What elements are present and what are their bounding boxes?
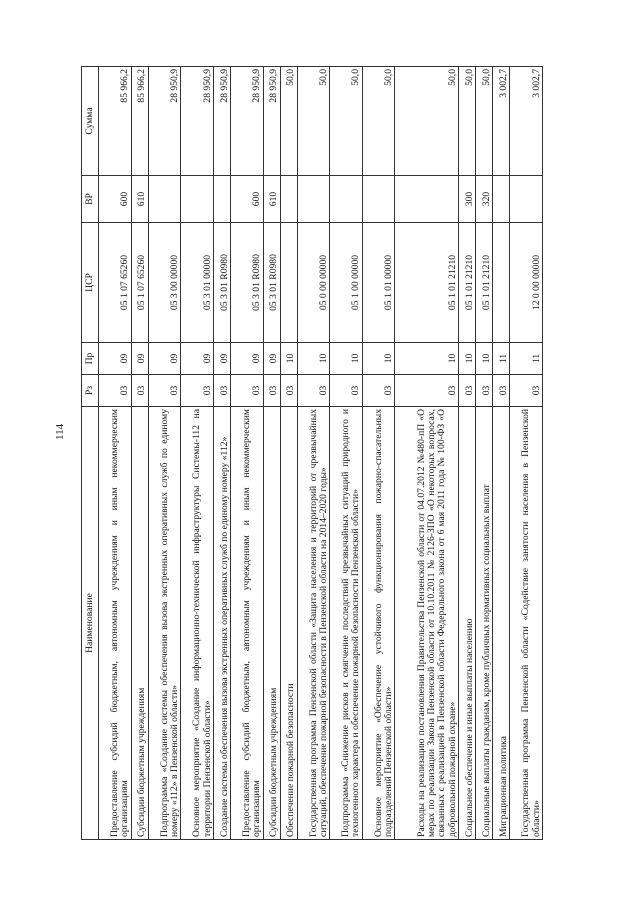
cell-name: Субсидии бюджетным учреждениям [263,407,280,840]
cell-name: Предоставление субсидий бюджетным, автономным учреждениям и иным некоммерческим организациям [99,407,132,840]
table-row [99,67,132,840]
cell-pr: 10 [280,343,297,375]
table-row [476,67,493,840]
cell-csr: 05 1 01 21210 [395,223,459,343]
cell-rz: 03 [330,375,363,407]
cell-pr: 09 [213,343,230,375]
cell-vr [493,176,510,223]
cell-vr [330,176,363,223]
cell-csr: 05 1 01 21210 [476,223,493,343]
cell-rz: 03 [263,375,280,407]
cell-csr: 05 3 01 R0980 [263,223,280,343]
cell-rz: 03 [510,375,543,407]
cell-vr [181,176,214,223]
cell-csr: 05 3 00 00000 [148,223,181,343]
cell-sum: 28 950,9 [230,67,263,176]
cell-rz: 03 [297,375,330,407]
cell-vr [395,176,459,223]
cell-name: Социальное обеспечение и иные выплаты населению [459,407,476,840]
cell-name: Миграционная политика [493,407,510,840]
cell-sum: 50,0 [362,67,395,176]
header-pr: Пр [82,343,99,375]
cell-pr: 10 [395,343,459,375]
cell-vr [510,176,543,223]
table-row [395,67,459,840]
cell-rz: 03 [493,375,510,407]
table-body [99,67,543,840]
cell-pr: 09 [230,343,263,375]
cell-rz: 03 [280,375,297,407]
cell-pr: 11 [510,343,543,375]
table-row [148,67,181,840]
cell-csr: 05 1 01 21210 [459,223,476,343]
table-row [263,67,280,840]
cell-vr: 300 [459,176,476,223]
cell-vr [297,176,330,223]
table-row [510,67,543,840]
cell-vr [280,176,297,223]
header-name: Наименование [82,407,99,840]
cell-name: Основное мероприятие «Обеспечение устойчивого функционирования пожарно-спасательных подразделений Пензенской области» [362,407,395,840]
cell-sum: 50,0 [280,67,297,176]
cell-csr: 05 1 07 65260 [131,223,148,343]
table-row [213,67,230,840]
cell-sum: 28 950,9 [181,67,214,176]
table-row [280,67,297,840]
table-row [330,67,363,840]
cell-name: Социальные выплаты гражданам, кроме публичных нормативных социальных выплат [476,407,493,840]
cell-name: Подпрограмма «Снижение рисков и смягчение последствий чрезвычайных ситуаций природного и техногенного характера и обеспечение пожарной безопасности Пензенской области» [330,407,363,840]
cell-pr: 09 [181,343,214,375]
cell-csr: 05 1 00 00000 [330,223,363,343]
cell-vr [148,176,181,223]
cell-sum: 28 950,9 [148,67,181,176]
cell-csr: 05 3 01 R0980 [230,223,263,343]
cell-rz: 03 [230,375,263,407]
cell-pr: 11 [493,343,510,375]
table-row [459,67,476,840]
cell-vr: 610 [131,176,148,223]
cell-name: Основное мероприятие «Создание информационно-технической инфраструктуры Системы-112 на территории Пензенской области» [181,407,214,840]
cell-sum: 50,0 [395,67,459,176]
cell-csr: 05 3 01 00000 [181,223,214,343]
header-rz: Рз [82,375,99,407]
cell-vr: 600 [230,176,263,223]
cell-vr [213,176,230,223]
cell-pr: 09 [148,343,181,375]
document-page [81,67,543,840]
cell-sum: 85 966,2 [99,67,132,176]
cell-vr: 610 [263,176,280,223]
cell-csr: 05 1 07 65260 [99,223,132,343]
cell-csr: 05 3 01 R0980 [213,223,230,343]
table-row [362,67,395,840]
cell-csr: 05 1 01 00000 [362,223,395,343]
cell-rz: 03 [148,375,181,407]
cell-vr: 320 [476,176,493,223]
page-number: 114 [54,423,66,440]
cell-rz: 03 [476,375,493,407]
cell-sum: 50,0 [330,67,363,176]
cell-rz: 03 [362,375,395,407]
cell-csr [493,223,510,343]
table-row [181,67,214,840]
header-csr: ЦСР [82,223,99,343]
cell-name: Подпрограмма «Создание системы обеспечения вызова экстренных оперативных служб по единому номеру «112» в Пензенской области» [148,407,181,840]
cell-name: Создание системы обеспечения вызова экстренных оперативных служб по единому номеру «112» [213,407,230,840]
table-row [230,67,263,840]
cell-name: Расходы на реализацию постановления Правительства Пензенской области от 04.07.2012 №480-пП «О мерах по реализации Закона Пензенской области от 10.10.2011 № 2126-ЗПО «О некоторых вопросах, связанных с реализацией в Пензенской области Федерального закона от 6 мая 2011 года № 100-ФЗ «О добровольной пожарной охране» [395,407,459,840]
cell-csr: 05 0 00 00000 [297,223,330,343]
cell-pr: 10 [476,343,493,375]
cell-rz: 03 [99,375,132,407]
cell-pr: 10 [362,343,395,375]
cell-sum: 3 002,7 [510,67,543,176]
cell-sum: 50,0 [297,67,330,176]
header-vr: ВР [82,176,99,223]
cell-pr: 09 [99,343,132,375]
cell-csr [280,223,297,343]
cell-sum: 50,0 [459,67,476,176]
cell-rz: 03 [181,375,214,407]
cell-pr: 10 [459,343,476,375]
cell-name: Обеспечение пожарной безопасности [280,407,297,840]
table-row [493,67,510,840]
cell-csr: 12 0 00 00000 [510,223,543,343]
cell-pr: 10 [297,343,330,375]
cell-name: Государственная программа Пензенской области «Содействие занятости населения в Пензенской области» [510,407,543,840]
cell-vr [362,176,395,223]
cell-rz: 03 [213,375,230,407]
table-row [131,67,148,840]
cell-name: Субсидии бюджетным учреждениям [131,407,148,840]
budget-table [81,66,543,840]
cell-sum: 3 002,7 [493,67,510,176]
table-row [297,67,330,840]
cell-sum: 50,0 [476,67,493,176]
cell-sum: 28 950,9 [213,67,230,176]
header-sum: Сумма [82,67,99,176]
cell-sum: 85 966,2 [131,67,148,176]
cell-vr: 600 [99,176,132,223]
cell-name: Государственная программа Пензенской области «Защита населения и территорий от чрезвычайных ситуаций, обеспечение пожарной безопасности в Пензенской области на 2014–2020 годы» [297,407,330,840]
cell-rz: 03 [395,375,459,407]
cell-sum: 28 950,9 [263,67,280,176]
cell-pr: 09 [131,343,148,375]
cell-rz: 03 [459,375,476,407]
cell-pr: 09 [263,343,280,375]
cell-rz: 03 [131,375,148,407]
cell-pr: 10 [330,343,363,375]
cell-name: Предоставление субсидий бюджетным, автономным учреждениям и иным некоммерческим организациям [230,407,263,840]
table-header-row [82,67,99,840]
